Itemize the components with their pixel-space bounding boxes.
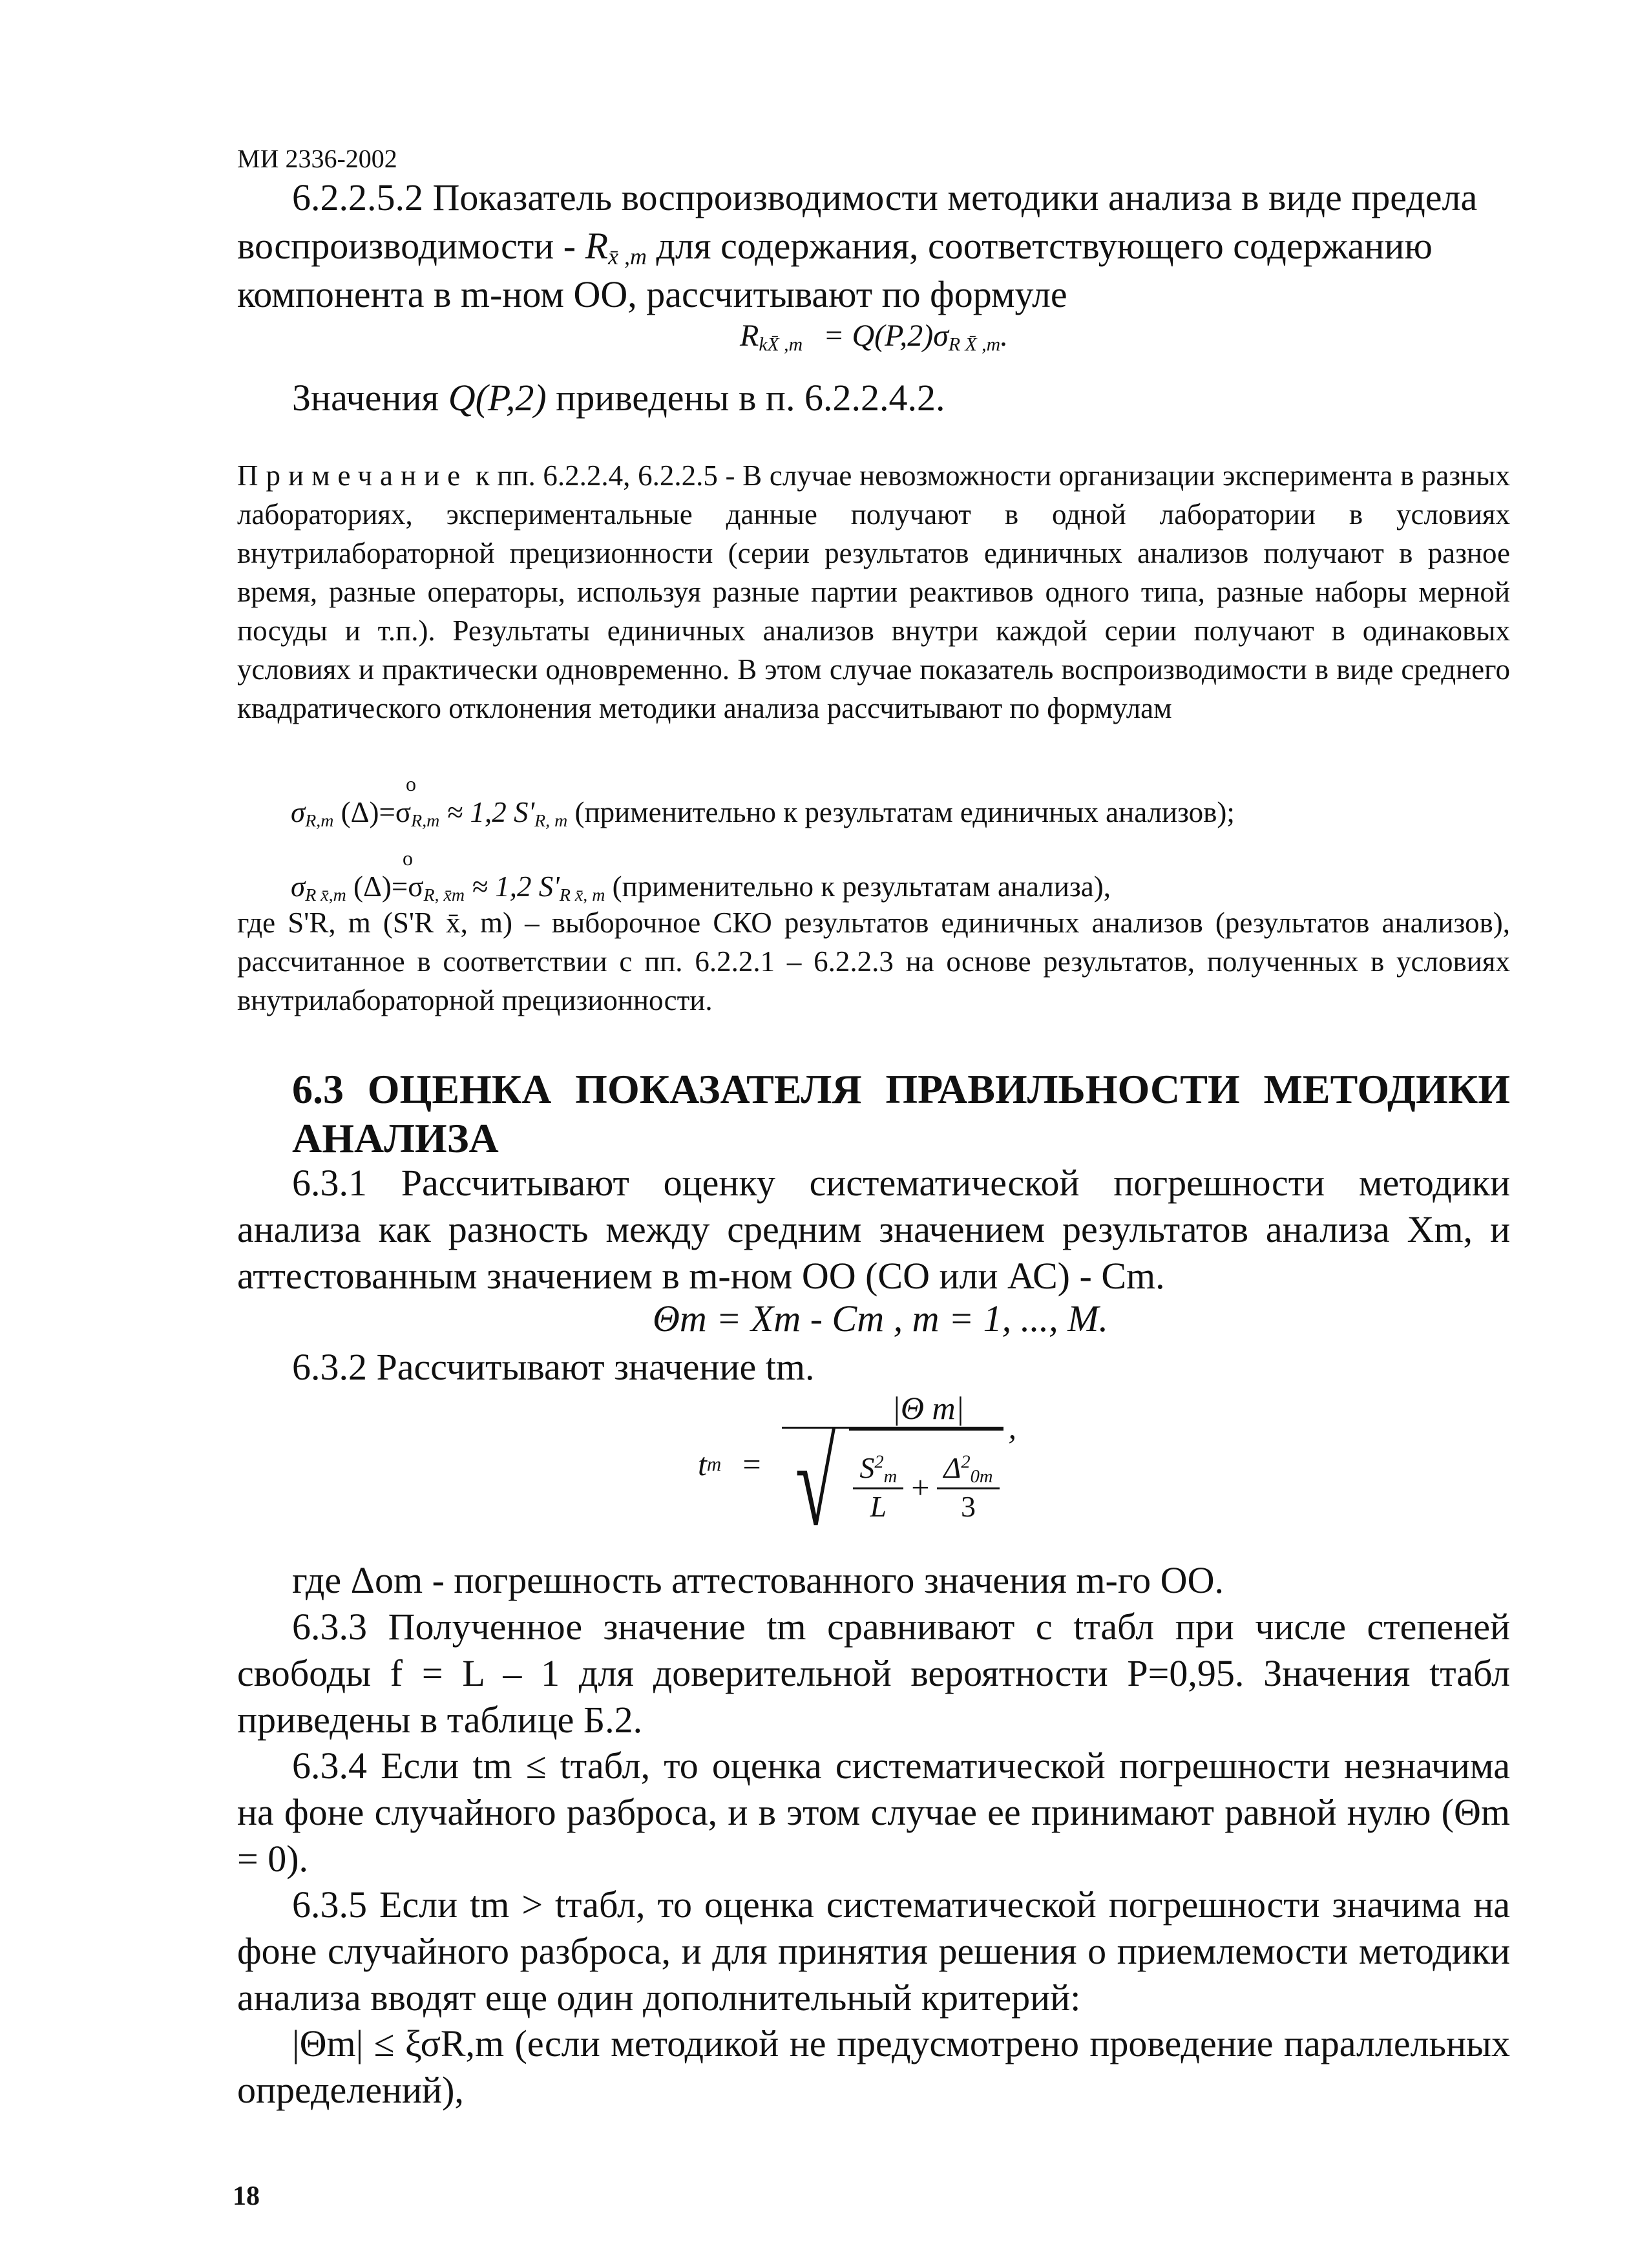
f2-delta-part: (Δ)=σ xyxy=(346,870,424,903)
paragraph-6-3-5: 6.3.5 Если tm > tтабл, то оценка систематической погрешности значима на фоне случайного разброса, и для принятия решения о приемлемости методики анализа вводят еще один дополнительный критерий: xyxy=(237,1884,1510,2019)
f2-approx: ≈ 1,2 S' xyxy=(465,870,560,903)
t-lhs: t xyxy=(698,1445,707,1482)
note-where-paragraph: где S'R, m (S'R x̄, m) – выборочное СКО результатов единичных анализов (результатов анализов), рассчитанное в соответствии с пп. 6.2.2.1 – 6.2.2.3 на основе результатов, полученных в условиях внутрилабораторной прецизионности. xyxy=(237,907,1510,1016)
paragraph-6-3-2: 6.3.2 Рассчитывают значение tm. xyxy=(292,1346,815,1388)
formula-R-end: . xyxy=(1000,319,1009,353)
line2-symbol-R: R xyxy=(585,225,609,267)
t-S: S xyxy=(859,1451,875,1484)
paragraph-6-2-2-5-2-line-3: компонента в m-ном ОО, рассчитывают по формуле xyxy=(237,273,1067,315)
t-equals: = xyxy=(740,1445,763,1482)
t-three: 3 xyxy=(960,1490,976,1524)
f1-sigma: σ xyxy=(291,796,306,828)
t-sqrt-body xyxy=(849,1429,1003,1538)
t-D-sup: 2 xyxy=(961,1452,971,1473)
circle-mark-2: о xyxy=(403,846,413,870)
paragraph-6-3-4: 6.3.4 Если tm ≤ tтабл, то оценка систематической погрешности незначима на фоне случайного разброса, и в этом случае ее принимают равной нулю (Θm = 0). xyxy=(237,1745,1510,1880)
formula-reproducibility-limit xyxy=(740,318,1008,355)
formula-t xyxy=(698,1389,1017,1551)
page-number: 18 xyxy=(233,2181,260,2211)
t-fraction xyxy=(782,1389,1003,1551)
values-text-b: приведены в п. 6.2.2.4.2. xyxy=(546,377,945,419)
t-comma: , xyxy=(1008,1409,1017,1445)
line2-text-b: для содержания, соответствующего содержанию xyxy=(646,225,1433,267)
t-lhs-sub: m xyxy=(706,1452,722,1475)
formula-R-rhs: = Q(P,2)σ xyxy=(823,319,949,353)
paragraph-criterion: |Θm| ≤ ξσR,m (если методикой не предусмотрено проведение параллельных определений), xyxy=(237,2022,1510,2111)
f2-sigma: σ xyxy=(291,870,306,903)
values-Q: Q(P,2) xyxy=(448,377,547,419)
f1-sigma2-sub: R,m xyxy=(411,810,440,831)
circle-mark-1: о xyxy=(406,772,416,795)
t-plus: + xyxy=(911,1469,930,1506)
document-code: МИ 2336-2002 xyxy=(237,144,397,173)
formula-R-lhs-sub: kX̄ ,m xyxy=(759,333,803,355)
t-D-term xyxy=(937,1451,999,1487)
section-heading: 6.3 ОЦЕНКА ПОКАЗАТЕЛЯ ПРАВИЛЬНОСТИ МЕТОДИКИ АНАЛИЗА xyxy=(292,1066,1510,1161)
t-sub-frac-1 xyxy=(853,1451,903,1524)
t-sub-frac-2 xyxy=(937,1451,999,1524)
t-L: L xyxy=(870,1490,887,1524)
formula-R-rhs-sub: R X̄ ,m xyxy=(948,333,1001,355)
paragraph-6-3-3: 6.3.3 Полученное значение tm сравнивают с tтабл при числе степеней свободы f = L – 1 для доверительной вероятности P=0,95. Значения tтабл приведены в таблице Б.2. xyxy=(237,1606,1510,1741)
sqrt-icon: √ xyxy=(795,1416,836,1551)
t-sqrt xyxy=(782,1416,1003,1551)
line2-symbol-sub: x̄ ,m xyxy=(608,243,647,269)
paragraph-6-3-1: 6.3.1 Рассчитывают оценку систематической погрешности методики анализа как разность между средним значением результатов анализа Xm, и аттестованным значением в m-ном ОО (СО или АС) - Cm. xyxy=(237,1162,1510,1297)
note-paragraph xyxy=(237,456,1510,728)
f1-S-sub: R, m xyxy=(534,810,568,831)
note-text: к пп. 6.2.2.4, 6.2.2.5 - В случае невозможности организации эксперимента в разных лабораториях, экспериментальные данные получают в одной лаборатории в условиях внутрилабораторной прецизионности (серии результатов единичных анализов получают в разное время, разные операторы, используя разные партии реактивов одного типа, разные наборы мерной посуды и т.п.). Результаты единичных анализов внутри каждой серии получают в одинаковых условиях и практически одновременно. В этом случае показатель воспроизводимости в виде среднего квадратического отклонения методики анализа рассчитывают по формулам xyxy=(237,459,1510,724)
f2-tail: (применительно к результатам анализа), xyxy=(605,870,1111,903)
formula-theta: Θm = Xm - Cm , m = 1, ..., M. xyxy=(653,1297,1108,1339)
f1-approx: ≈ 1,2 S' xyxy=(439,796,535,828)
note-label: Примечание xyxy=(237,459,468,492)
t-S-term xyxy=(853,1451,903,1487)
f1-delta-part: (Δ)=σ xyxy=(333,796,412,828)
f1-tail: (применительно к результатам единичных анализов); xyxy=(567,796,1235,828)
f2-sigma-sub: R x̄,m xyxy=(305,885,346,905)
formula-R-lhs: R xyxy=(740,319,759,353)
values-text-a: Значения xyxy=(292,377,448,419)
t-S-sup: 2 xyxy=(874,1452,884,1473)
line2-text-a: воспроизводимости - xyxy=(237,225,585,267)
t-S-sub: m xyxy=(883,1467,898,1487)
t-numerator: |Θ m| xyxy=(892,1390,965,1426)
paragraph-6-2-2-5-2-line-1: 6.2.2.5.2 Показатель воспроизводимости методики анализа в виде предела xyxy=(292,176,1478,218)
t-D: Δ xyxy=(943,1451,961,1484)
f2-sigma2-sub: R, x̄m xyxy=(423,885,465,905)
f2-S-sub: R x̄, m xyxy=(559,885,605,905)
f1-sigma-sub: R,m xyxy=(305,810,334,831)
paragraph-where-delta: где Δom - погрешность аттестованного значения m-го ОО. xyxy=(292,1559,1224,1601)
note-formula-1 xyxy=(291,793,1235,841)
values-Q-line xyxy=(292,375,945,421)
t-D-sub: 0m xyxy=(970,1467,993,1487)
